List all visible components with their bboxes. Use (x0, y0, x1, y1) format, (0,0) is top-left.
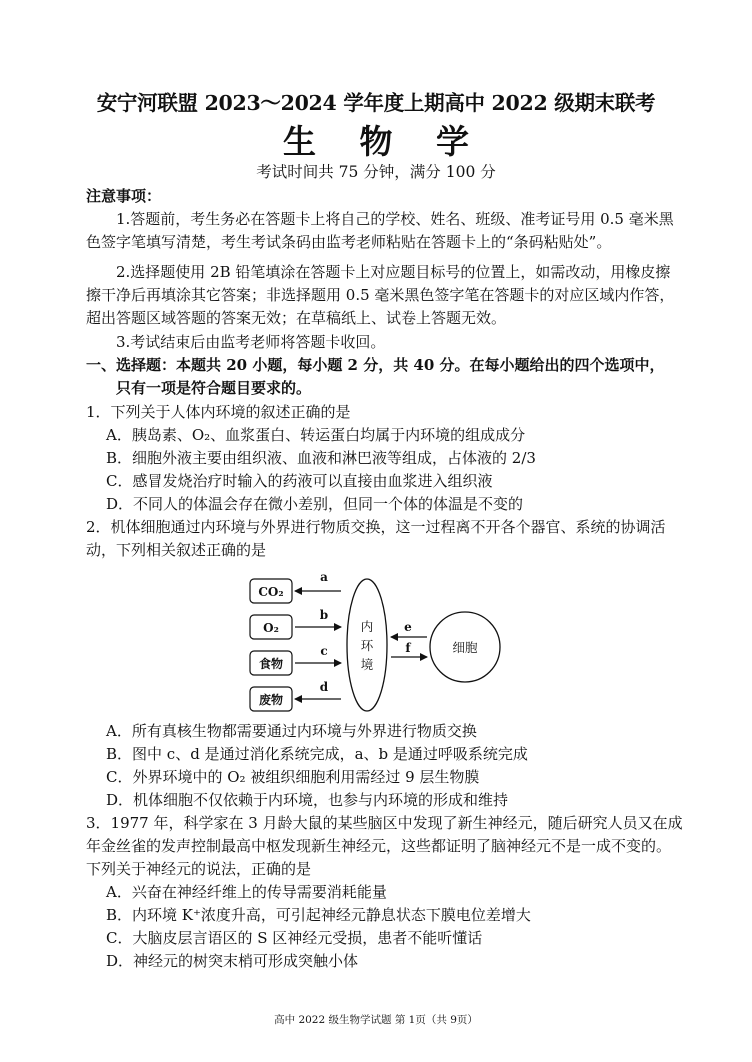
q1-option-d: D．不同人的体温会存在微小差别，但同一个体的体温是不变的 (106, 495, 524, 513)
label-d: d (319, 680, 329, 694)
center-label-2: 环 (360, 638, 374, 653)
q2-option-a: A．所有真核生物都需要通过内环境与外界进行物质交换 (106, 722, 477, 740)
box-food-label: 食物 (258, 657, 284, 671)
q1-option-a: A．胰岛素、O₂、血浆蛋白、转运蛋白均属于内环境的组成成分 (106, 426, 526, 444)
notice-line-1: 1.答题前，考生务必在答题卡上将自己的学校、姓名、班级、准考证号用 0.5 毫米黑 (116, 210, 674, 228)
notice-line-3: 2.选择题使用 2B 铅笔填涂在答题卡上对应题目标号的位置上，如需改动，用橡皮擦 (116, 263, 671, 281)
q2-stem-2: 动，下列相关叙述正确的是 (86, 541, 267, 559)
label-c: c (320, 644, 328, 658)
exam-info: 考试时间共 75 分钟，满分 100 分 (256, 163, 496, 181)
label-a: a (320, 570, 328, 584)
q3-stem-1: 3．1977 年，科学家在 3 月龄大鼠的某些脑区中发现了新生神经元，随后研究人员又在成 (86, 814, 683, 832)
label-f: f (405, 641, 411, 655)
box-o2-label: O₂ (263, 621, 279, 635)
q1-option-b: B．细胞外液主要由组织液、血液和淋巴液等组成，占体液的 2/3 (106, 449, 536, 467)
q3-option-b: B．内环境 K⁺浓度升高，可引起神经元静息状态下膜电位差增大 (106, 906, 531, 924)
page-footer: 高中 2022 级生物学试题 第 1页（共 9页） (274, 1014, 478, 1026)
q3-option-a: A．兴奋在神经纤维上的传导需要消耗能量 (106, 883, 387, 901)
box-waste-label: 废物 (258, 693, 284, 707)
box-co2-label: CO₂ (258, 585, 284, 599)
q2-option-c: C．外界环境中的 O₂ 被组织细胞利用需经过 9 层生物膜 (106, 768, 480, 786)
q3-stem-2: 年金丝雀的发声控制最高中枢发现新生神经元，这些都证明了脑神经元不是一成不变的。 (86, 837, 672, 855)
label-e: e (404, 620, 412, 634)
cell-label: 细胞 (452, 640, 478, 655)
q1-stem: 1．下列关于人体内环境的叙述正确的是 (86, 403, 351, 421)
q3-option-c: C．大脑皮层言语区的 S 区神经元受损，患者不能听懂话 (106, 929, 483, 947)
q3-option-d: D．神经元的树突末梢可形成突触小体 (106, 952, 359, 970)
exchange-diagram (245, 565, 515, 715)
notice-line-4: 擦干净后再填涂其它答案；非选择题用 0.5 毫米黑色签字笔在答题卡的对应区域内作答， (86, 286, 675, 304)
label-b: b (319, 608, 329, 622)
q2-option-d: D．机体细胞不仅依赖于内环境，也参与内环境的形成和维持 (106, 791, 509, 809)
q3-stem-3: 下列关于神经元的说法，正确的是 (86, 860, 312, 878)
q2-stem-1: 2．机体细胞通过内环境与外界进行物质交换，这一过程离不开各个器官、系统的协调活 (86, 518, 666, 536)
notice-heading: 注意事项： (86, 187, 162, 205)
center-label-1: 内 (360, 619, 374, 634)
exam-title: 安宁河联盟 2023～2024 学年度上期高中 2022 级期末联考 (96, 91, 656, 115)
notice-line-2: 色签字笔填写清楚，考生考试条码由监考老师粘贴在答题卡上的“条码粘贴处”。 (86, 233, 612, 251)
subject-title: 生 物 学 (283, 122, 485, 161)
section-heading: 一、选择题：本题共 20 小题，每小题 2 分，共 40 分。在每小题给出的四个选项中， (86, 356, 665, 374)
q1-option-c: C．感冒发烧治疗时输入的药液可以直接由血浆进入组织液 (106, 472, 493, 490)
section-heading-cont: 只有一项是符合题目要求的。 (116, 379, 312, 397)
notice-line-6: 3.考试结束后由监考老师将答题卡收回。 (116, 333, 386, 351)
q2-option-b: B．图中 c、d 是通过消化系统完成，a、b 是通过呼吸系统完成 (106, 745, 528, 763)
notice-line-5: 超出答题区域答题的答案无效；在草稿纸上、试卷上答题无效。 (86, 309, 507, 327)
center-label-3: 境 (360, 657, 374, 672)
